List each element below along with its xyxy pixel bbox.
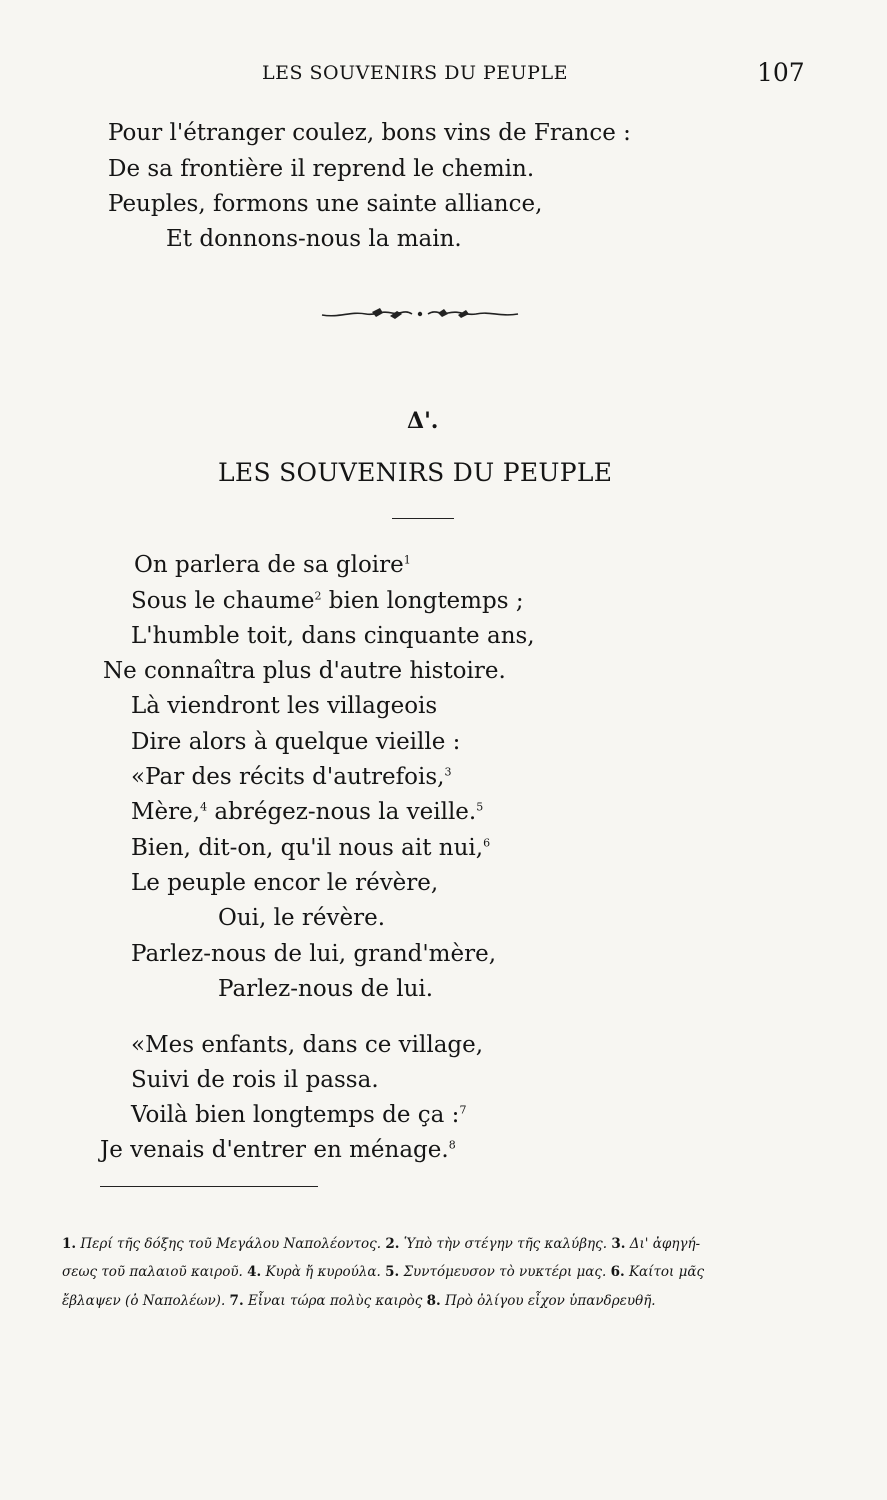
section-title: LES SOUVENIRS DU PEUPLE: [218, 458, 613, 487]
footnote-line: ἔβλαψεν (ὁ Ναπολέων). 7. Εἶναι τώρα πολὺς καιρὸς 8. Πρὸ ὀλίγου εἶχον ὑπανδρευθῆ.: [62, 1293, 656, 1309]
poem-line: Le peuple encor le révère,: [131, 870, 439, 896]
poem-line: «Par des récits d'autrefois,$^3$: [131, 764, 452, 790]
stanza-line: Peuples, formons une sainte alliance,: [108, 191, 543, 217]
footnote-ref: 4: [200, 800, 208, 814]
footnote-ref: 8: [448, 1138, 456, 1152]
poem-line: Là viendront les villageois: [131, 693, 438, 719]
footnote-ref: 5: [476, 800, 484, 814]
poem-line: Oui, le révère.: [218, 905, 386, 931]
poem-line: Voilà bien longtemps de ça :$^7$: [131, 1102, 467, 1128]
footnote-line: σεως τοῦ παλαιοῦ καιροῦ. 4. Κυρὰ ἤ κυρούλα. 5. Συντόμευσον τὸ νυκτέρι μας. 6. Καίτοι μᾶς: [62, 1264, 705, 1280]
title-rule: [392, 518, 454, 519]
stanza-line: De sa frontière il reprend le chemin.: [108, 156, 535, 182]
footnote-ref: 3: [444, 765, 452, 779]
poem-line: Mère,$^4$ abrégez-nous la veille.$^5$: [131, 799, 484, 825]
poem-line: Je venais d'entrer en ménage.$^8$: [100, 1137, 456, 1163]
poem-line: Dire alors à quelque vieille :: [131, 729, 461, 755]
running-head: LES SOUVENIRS DU PEUPLE: [262, 62, 568, 84]
stanza-line: Pour l'étranger coulez, bons vins de France :: [108, 120, 631, 146]
poem-line: Suivi de rois il passa.: [131, 1067, 379, 1093]
footnote-ref: 1: [403, 553, 411, 567]
page-number: 107: [757, 58, 805, 87]
poem-line: Parlez-nous de lui.: [218, 976, 434, 1002]
footnote-rule: [100, 1186, 318, 1187]
footnote-line: 1. Περί τῆς δόξης τοῦ Μεγάλου Ναπολέοντος. 2. Ὑπὸ τὴν στέγην τῆς καλύβης. 3. Δι' ἀφηγή-: [62, 1236, 701, 1252]
stanza-line: Et donnons-nous la main.: [166, 226, 462, 252]
poem-line: Bien, dit-on, qu'il nous ait nui,$^6$: [131, 835, 491, 861]
section-number: Δ'.: [407, 408, 439, 434]
poem-line: L'humble toit, dans cinquante ans,: [131, 623, 535, 649]
poem-line: Parlez-nous de lui, grand'mère,: [131, 941, 497, 967]
poem-line: On parlera de sa gloire$^1$: [134, 552, 411, 578]
footnote-ref: 7: [459, 1103, 467, 1117]
footnote-ref: 2: [314, 589, 322, 603]
poem-line: Ne connaîtra plus d'autre histoire.: [103, 658, 506, 684]
poem-line: «Mes enfants, dans ce village,: [131, 1032, 484, 1058]
poem-line: Sous le chaume$^2$ bien longtemps ;: [131, 588, 524, 614]
ornament-divider: [320, 302, 520, 326]
footnote-ref: 6: [483, 836, 491, 850]
